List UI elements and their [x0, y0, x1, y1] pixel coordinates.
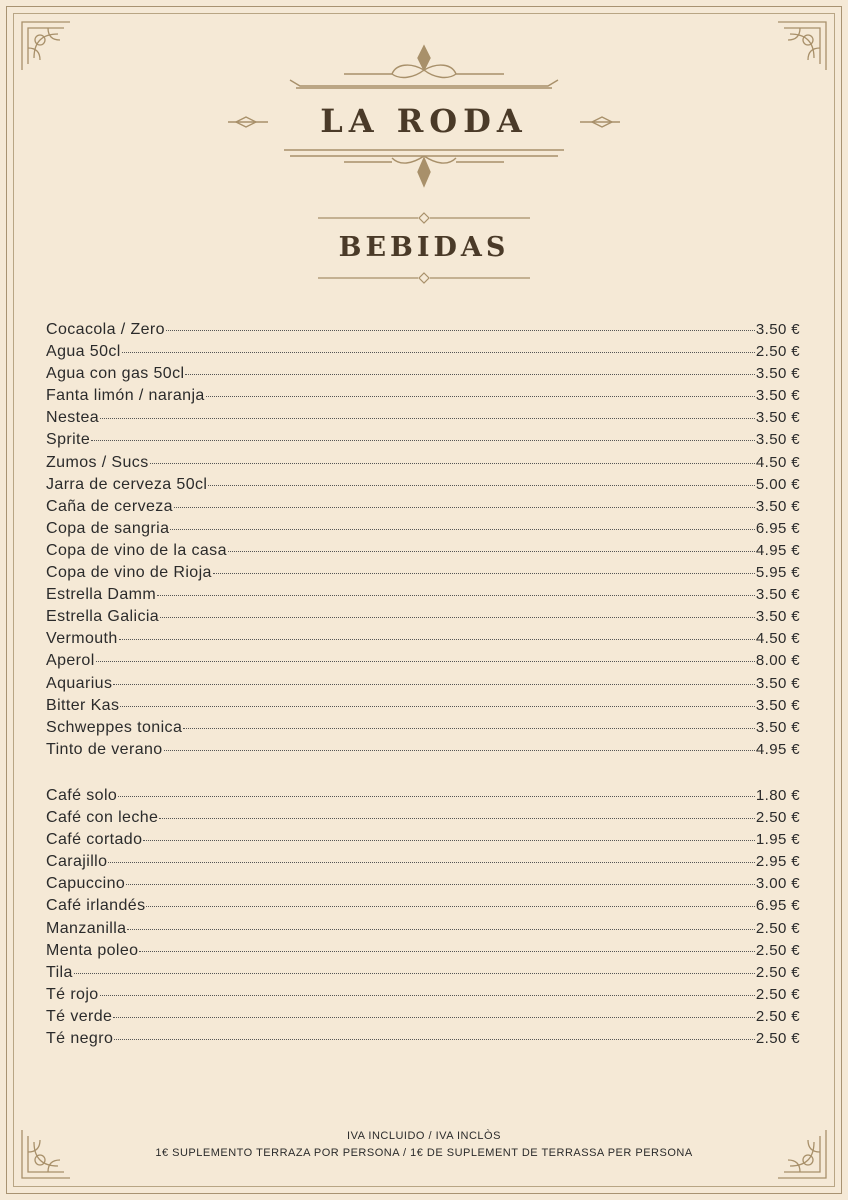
menu-item: [46, 518, 800, 540]
menu-item-price: 3.50 €: [755, 608, 800, 626]
menu-item-name: Agua con gas 50cl: [46, 365, 185, 383]
menu-item: [46, 606, 800, 628]
dot-leader: [208, 485, 755, 486]
dot-leader: [119, 639, 755, 640]
menu-item: [46, 895, 800, 917]
menu-item-name: Nestea: [46, 409, 100, 427]
dot-leader: [160, 617, 755, 618]
menu-item-name: Copa de sangria: [46, 519, 170, 537]
footer-terrace-note: 1€ SUPLEMENTO TERRAZA POR PERSONA / 1€ DE SUPLEMENT DE TERRASSA PER PERSONA: [155, 1147, 693, 1159]
menu-item-price: 5.95 €: [755, 564, 800, 582]
menu-item-name: Schweppes tonica: [46, 718, 183, 736]
dot-leader: [143, 840, 754, 841]
menu-item: [46, 385, 800, 407]
menu-item: [46, 341, 800, 363]
menu-item: [46, 873, 800, 895]
dot-leader: [100, 418, 755, 419]
menu-item: [46, 496, 800, 518]
menu-item-name: Tila: [46, 963, 73, 981]
menu-item-price: 3.50 €: [755, 674, 800, 692]
menu-item: [46, 407, 800, 429]
menu-item-price: 3.50 €: [755, 321, 800, 338]
menu-item-name: Vermouth: [46, 630, 118, 648]
dot-leader: [118, 796, 755, 797]
dot-leader: [96, 661, 755, 662]
menu-item: [46, 829, 800, 851]
menu-item-price: 3.50 €: [755, 586, 800, 604]
menu-item-name: Estrella Damm: [46, 586, 157, 604]
dot-leader: [122, 352, 755, 353]
dot-leader: [159, 818, 755, 819]
menu-item-price: 2.50 €: [755, 1007, 800, 1025]
drinks-list: [46, 319, 800, 761]
menu-item-price: 2.50 €: [755, 941, 800, 959]
menu-item-name: Aquarius: [46, 674, 113, 692]
menu-item-name: Té negro: [46, 1030, 114, 1048]
menu-item: [46, 363, 800, 385]
menu-item-price: 1.80 €: [755, 787, 800, 804]
menu-item-name: Manzanilla: [46, 919, 127, 937]
menu-item: [46, 474, 800, 496]
menu-item-price: 3.00 €: [755, 875, 800, 893]
dot-leader: [183, 728, 755, 729]
menu-item: [46, 918, 800, 940]
menu-item-price: 2.50 €: [755, 985, 800, 1003]
menu-item-name: Sprite: [46, 431, 91, 449]
menu-item-name: Té rojo: [46, 985, 99, 1003]
menu-item-name: Café cortado: [46, 831, 143, 849]
menu-item: [46, 540, 800, 562]
menu-item-name: Aperol: [46, 652, 95, 670]
menu-item-name: Café solo: [46, 787, 118, 804]
menu-item-name: Café con leche: [46, 809, 159, 827]
menu-item-price: 4.50 €: [755, 630, 800, 648]
menu-item-price: 4.50 €: [755, 453, 800, 471]
menu-item-price: 6.95 €: [755, 519, 800, 537]
menu-item-price: 8.00 €: [755, 652, 800, 670]
menu-item-name: Carajillo: [46, 853, 108, 871]
menu-item-price: 2.50 €: [755, 1030, 800, 1048]
menu-item-name: Capuccino: [46, 875, 126, 893]
dot-leader: [139, 951, 754, 952]
dot-leader: [114, 1039, 755, 1040]
dot-leader: [120, 706, 755, 707]
menu-item-price: 3.50 €: [755, 696, 800, 714]
menu-item-name: Té verde: [46, 1007, 113, 1025]
section-header: [0, 208, 848, 288]
dot-leader: [113, 1017, 755, 1018]
menu-item: [46, 562, 800, 584]
menu-item: [46, 452, 800, 474]
dot-leader: [228, 551, 755, 552]
menu-item-price: 2.50 €: [755, 809, 800, 827]
dot-leader: [100, 995, 755, 996]
title-header: [0, 40, 848, 200]
dot-leader: [174, 507, 755, 508]
dot-leader: [206, 396, 755, 397]
menu-item-price: 3.50 €: [755, 497, 800, 515]
menu-item: [46, 695, 800, 717]
menu-item: [46, 717, 800, 739]
menu-item-name: Copa de vino de la casa: [46, 541, 227, 559]
dot-leader: [150, 463, 755, 464]
footer-notes: [0, 1128, 848, 1162]
dot-leader: [91, 440, 755, 441]
dot-leader: [108, 862, 754, 863]
menu-item-price: 4.95 €: [755, 541, 800, 559]
menu-item: [46, 429, 800, 451]
menu-item-name: Café irlandés: [46, 897, 146, 915]
menu-item-name: Tinto de verano: [46, 740, 163, 758]
menu-item-price: 3.50 €: [755, 718, 800, 736]
menu-item: [46, 650, 800, 672]
dot-leader: [127, 929, 754, 930]
footer-tax-note: IVA INCLUIDO / IVA INCLÒS: [347, 1130, 501, 1142]
menu-item-price: 3.50 €: [755, 365, 800, 383]
dot-leader: [166, 330, 755, 331]
section-title: BEBIDAS: [338, 232, 510, 263]
menu-item: [46, 1028, 800, 1050]
menu-item: [46, 1006, 800, 1028]
menu-item-price: 2.50 €: [755, 343, 800, 361]
menu-item-price: 3.50 €: [755, 387, 800, 405]
menu-item: [46, 940, 800, 962]
hot-drinks-list: [46, 785, 800, 1050]
menu-item-price: 4.95 €: [755, 740, 800, 758]
menu-item-price: 2.95 €: [755, 853, 800, 871]
dot-leader: [185, 374, 754, 375]
menu-item-name: Jarra de cerveza 50cl: [46, 475, 208, 493]
dot-leader: [146, 906, 754, 907]
menu-item-price: 2.50 €: [755, 963, 800, 981]
menu-item: [46, 673, 800, 695]
menu-item: [46, 319, 800, 341]
menu-item-name: Zumos / Sucs: [46, 453, 149, 471]
menu-item: [46, 984, 800, 1006]
dot-leader: [170, 529, 754, 530]
menu-item: [46, 584, 800, 606]
menu-item-name: Fanta limón / naranja: [46, 387, 205, 405]
menu-item: [46, 851, 800, 873]
menu-item-name: Cocacola / Zero: [46, 321, 165, 338]
dot-leader: [74, 973, 755, 974]
menu-item-name: Agua 50cl: [46, 343, 121, 361]
menu-item-price: 2.50 €: [755, 919, 800, 937]
menu-item: [46, 739, 800, 761]
menu-item-price: 3.50 €: [755, 431, 800, 449]
menu-item-price: 3.50 €: [755, 409, 800, 427]
dot-leader: [157, 595, 755, 596]
dot-leader: [164, 750, 755, 751]
menu-item-price: 6.95 €: [755, 897, 800, 915]
menu-item-name: Menta poleo: [46, 941, 139, 959]
restaurant-name: LA RODA: [320, 102, 528, 140]
dot-leader: [113, 684, 755, 685]
menu-item: [46, 628, 800, 650]
menu-item-name: Bitter Kas: [46, 696, 120, 714]
dot-leader: [126, 884, 755, 885]
menu-item: [46, 785, 800, 807]
menu-item-name: Caña de cerveza: [46, 497, 173, 515]
menu-item: [46, 807, 800, 829]
menu-item-name: Copa de vino de Rioja: [46, 564, 212, 582]
menu-item-price: 1.95 €: [755, 831, 800, 849]
menu-item-name: Estrella Galicia: [46, 608, 160, 626]
dot-leader: [213, 573, 755, 574]
menu-item-price: 5.00 €: [755, 475, 800, 493]
menu-item: [46, 962, 800, 984]
